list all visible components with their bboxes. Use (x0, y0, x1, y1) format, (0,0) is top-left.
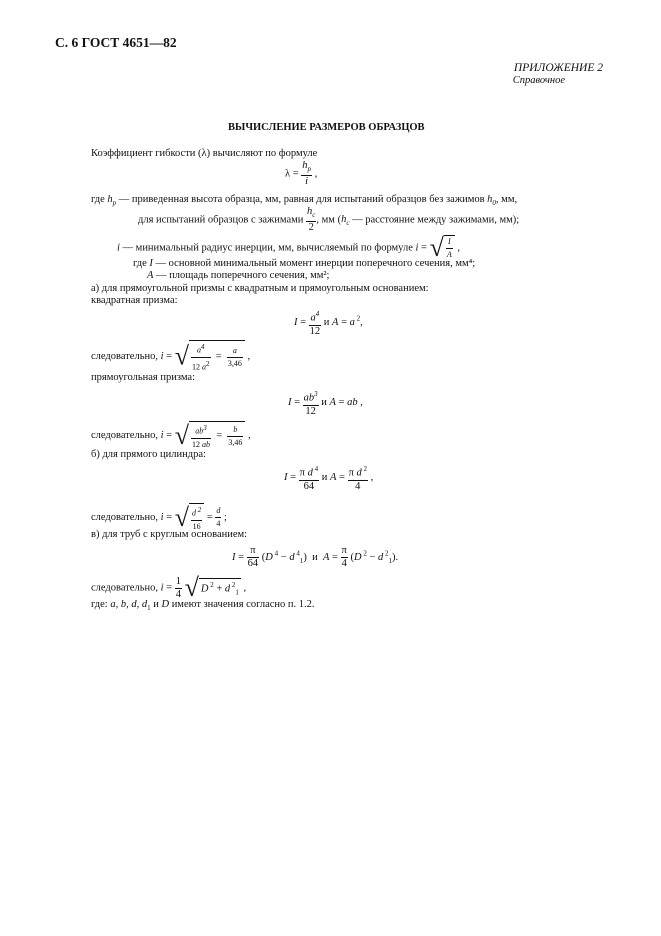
section-title: ВЫЧИСЛЕНИЕ РАЗМЕРОВ ОБРАЗЦОВ (228, 122, 425, 133)
cylinder-formula: I = $\frac{\pi d ^4}{64}$ и A = $\frac{\pi d ^2}{4}$ , (284, 465, 374, 492)
item-c: в) для труб с круглым основанием: (91, 529, 248, 540)
A-line: A — площадь поперечного сечения, мм²; (147, 270, 330, 281)
hp-line: где $h_p$ — приведенная высота образца, мм, равная для испытаний образцов без зажимов $h_0$, мм, (91, 194, 518, 208)
rect-formula: I = $\frac{ab^3}{12}$ и A = ab , (288, 390, 363, 417)
square-result: следовательно, i = √ $\frac{a^4}{12 a^2}$ = $\frac{a}{3,46}$ , (91, 341, 251, 372)
i-line: i — минимальный радиус инерции, мм, вычисляемый по формуле i = √ $\frac{I}{A}$ , (117, 233, 461, 262)
page-header: С. 6 ГОСТ 4651—82 (55, 35, 177, 50)
tube-result: следовательно, i = $\frac{1}{4}$ √ D $^2$ + d $^2_1$ , (91, 573, 247, 602)
I-line: где I — основной минимальный момент инерции поперечного сечения, мм⁴; (133, 258, 476, 269)
rect-result: следовательно, i = √ $\frac{ab^3}{12 ab}$ = $\frac{b}{3,46}$ , (91, 420, 251, 450)
square-label: квадратная призма: (91, 295, 178, 306)
clamp-line: для испытаний образцов с зажимами $\frac{h_c}{2}$ , мм ($h_c$ — расстояние между зажимами, мм); (138, 206, 520, 234)
final-note: где: a, b, d, $d_1$ и D имеют значения согласно п. 1.2. (91, 599, 315, 613)
tube-formula: I = $\frac{\pi}{64}$ (D $^4$ − d $^4_1$) и A = $\frac{\pi}{4}$ (D $^2$ − d $^2_1$). (232, 545, 399, 569)
rect-label: прямоугольная призма: (91, 372, 196, 383)
cylinder-result: следовательно, i = √ $\frac{d ^2}{16}$ = $\frac{d}{4}$ ; (91, 502, 227, 532)
item-a: а) для прямоугольной призмы с квадратным и прямоугольным основанием: (91, 283, 429, 294)
intro-text: Коэффициент гибкости (λ) вычисляют по формуле (91, 148, 318, 159)
appendix-title: ПРИЛОЖЕНИЕ 2 (513, 62, 603, 74)
appendix-subtitle: Справочное (512, 75, 565, 86)
square-formula: I = $\frac{a^4}{12}$ и A = a $^2$, (294, 310, 363, 337)
lambda-formula: λ = $\frac{h_p}{i}$ , (285, 160, 318, 188)
item-b: б) для прямого цилиндра: (91, 449, 206, 460)
